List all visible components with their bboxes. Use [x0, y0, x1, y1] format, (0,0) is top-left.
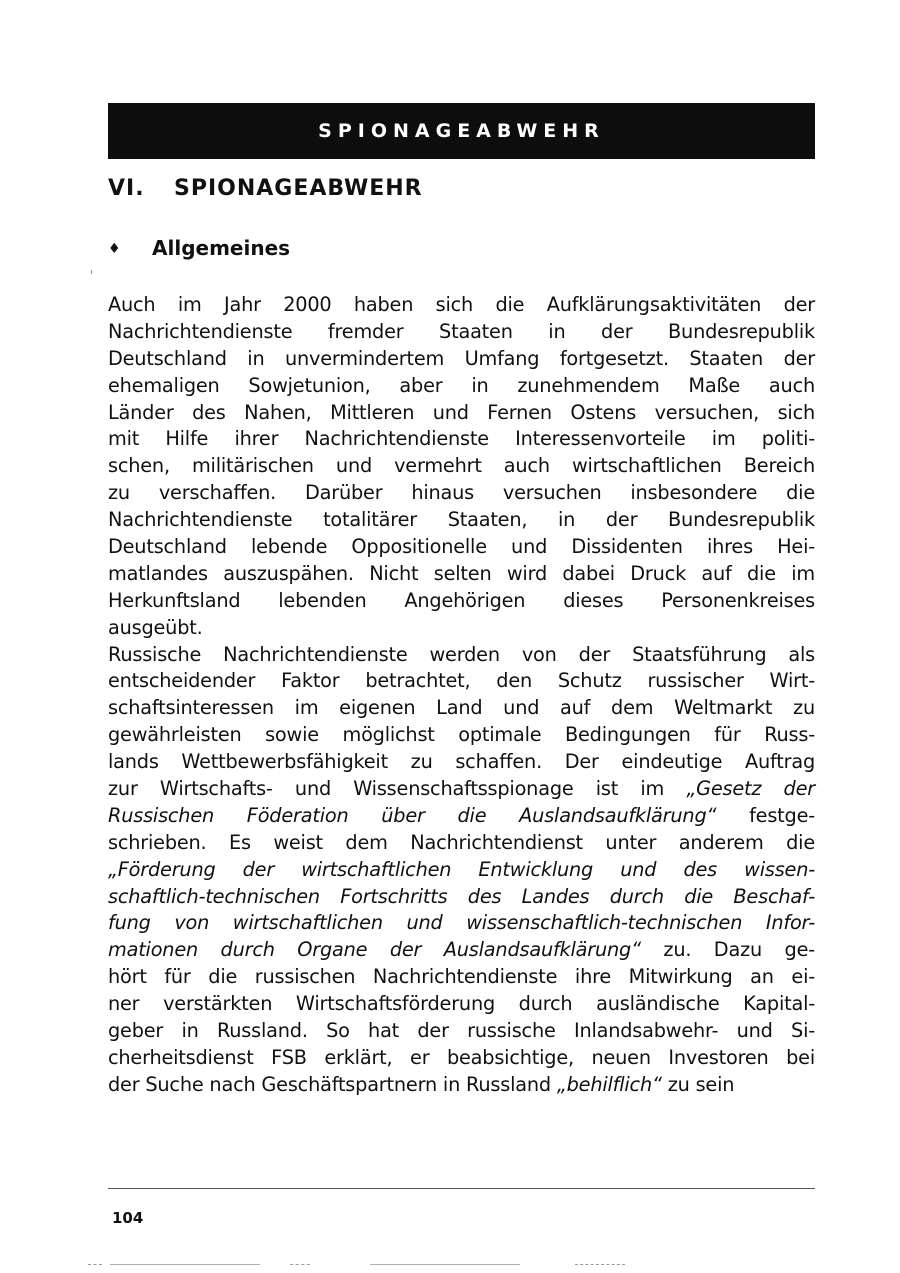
body-segment: zu. Dazu ge-: [640, 938, 815, 962]
running-header-title: SPIONAGEABWEHR: [318, 120, 605, 142]
body-line: [108, 534, 815, 561]
body-line: [108, 1018, 815, 1045]
body-segment: lands Wettbewerbsfähigkeit zu schaffen. Der eindeutige Auftrag: [108, 750, 815, 774]
body-line: [108, 937, 815, 964]
chapter-number: VI.: [108, 176, 145, 201]
body-segment: schrieben. Es weist dem Nachrichtendienst unter anderem die: [108, 830, 815, 854]
body-line: [108, 480, 815, 507]
body-segment: gewährleisten sowie möglichst optimale Bedingungen für Russ-: [108, 723, 815, 747]
body-line: [108, 803, 815, 830]
body-italic-segment: schaftlich-technischen Fortschritts des Landes durch die Beschaf-: [108, 884, 815, 908]
page-number: 104: [112, 1209, 144, 1227]
body-line: [108, 830, 815, 857]
body-italic-segment: „Gesetz der: [686, 777, 815, 801]
body-segment: zu verschaffen. Darüber hinaus versuchen insbesondere die: [108, 481, 815, 505]
body-line: [108, 373, 815, 400]
body-segment: ehemaligen Sowjetunion, aber in zunehmendem Maße auch: [108, 373, 815, 397]
body-italic-segment: Russischen Föderation über die Auslandsaufklärung“: [108, 803, 717, 827]
body-segment: der Suche nach Geschäftspartnern in Russland: [108, 1072, 557, 1096]
section-heading: [108, 236, 290, 260]
scan-artifact-line: [290, 1264, 310, 1265]
body-line: [108, 695, 815, 722]
body-text: [108, 292, 815, 1099]
body-line: [108, 642, 815, 669]
body-line: [108, 426, 815, 453]
body-segment: cherheitsdienst FSB erklärt, er beabsichtige, neuen Investoren bei: [108, 1045, 815, 1069]
body-segment: Deutschland lebende Oppositionelle und Dissidenten ihres Hei-: [108, 535, 815, 559]
body-segment: Deutschland in unvermindertem Umfang fortgesetzt. Staaten der: [108, 346, 815, 370]
body-line: [108, 346, 815, 373]
body-line: [108, 884, 815, 911]
body-segment: Länder des Nahen, Mittleren und Fernen Ostens versuchen, sich: [108, 400, 815, 424]
running-header: [108, 103, 815, 159]
scan-artifact-line: [575, 1264, 625, 1265]
body-italic-segment: „Förderung der wirtschaftlichen Entwicklung und des wissen-: [108, 857, 815, 881]
scan-artifact-line: [88, 1264, 102, 1265]
body-line: [108, 292, 815, 319]
body-line: [108, 722, 815, 749]
body-line: [108, 507, 815, 534]
body-segment: hört für die russischen Nachrichtendienste ihre Mitwirkung an ei-: [108, 965, 815, 989]
body-segment: Herkunftsland lebenden Angehörigen dieses Personenkreises: [108, 588, 815, 612]
body-line: [108, 400, 815, 427]
body-italic-segment: „behilflich“: [556, 1072, 662, 1096]
section-title: Allgemeines: [152, 236, 291, 260]
body-segment: matlandes auszuspähen. Nicht selten wird dabei Druck auf die im: [108, 561, 815, 585]
body-italic-segment: fung von wirtschaftlichen und wissenschaftlich-technischen Infor-: [108, 911, 815, 935]
body-segment: zu sein: [661, 1072, 735, 1096]
chapter-title: SPIONAGEABWEHR: [174, 176, 423, 201]
body-segment: mit Hilfe ihrer Nachrichtendienste Interessenvorteile im politi-: [108, 427, 815, 451]
body-segment: ner verstärkten Wirtschaftsförderung durch ausländische Kapital-: [108, 992, 815, 1016]
scan-artifact-line: [110, 1264, 260, 1265]
body-line: [108, 1072, 815, 1099]
body-segment: zur Wirtschafts- und Wissenschaftsspionage ist im: [108, 777, 687, 801]
body-line: [108, 1045, 815, 1072]
body-line: [108, 588, 815, 615]
body-segment: Auch im Jahr 2000 haben sich die Aufklärungsaktivitäten der: [108, 293, 815, 316]
body-segment: geber in Russland. So hat der russische Inlandsabwehr- und Si-: [108, 1019, 815, 1043]
body-line: [108, 615, 815, 642]
body-segment: Nachrichtendienste fremder Staaten in der Bundesrepublik: [108, 319, 815, 343]
body-line: [108, 668, 815, 695]
body-line: [108, 910, 815, 937]
body-line: [108, 964, 815, 991]
body-segment: entscheidender Faktor betrachtet, den Schutz russischer Wirt-: [108, 669, 815, 693]
body-segment: festge-: [716, 803, 815, 827]
body-segment: ausgeübt.: [108, 615, 203, 639]
body-line: [108, 453, 815, 480]
body-segment: Russische Nachrichtendienste werden von der Staatsführung als: [108, 642, 815, 666]
footer-rule: [108, 1188, 815, 1189]
body-line: [108, 776, 815, 803]
chapter-heading: [108, 176, 423, 201]
body-line: [108, 857, 815, 884]
body-segment: schen, militärischen und vermehrt auch wirtschaftlichen Bereich: [108, 454, 815, 478]
body-line: [108, 749, 815, 776]
body-line: [108, 561, 815, 588]
body-segment: Nachrichtendienste totalitärer Staaten, in der Bundesrepublik: [108, 508, 815, 532]
body-line: [108, 319, 815, 346]
body-line: [108, 991, 815, 1018]
body-segment: schaftsinteressen im eigenen Land und auf dem Weltmarkt zu: [108, 696, 815, 720]
margin-mark: [91, 270, 92, 274]
body-italic-segment: mationen durch Organe der Auslandsaufklärung“: [108, 938, 641, 962]
diamond-bullet-icon: ♦: [108, 241, 121, 257]
scan-artifact-line: [370, 1264, 520, 1265]
